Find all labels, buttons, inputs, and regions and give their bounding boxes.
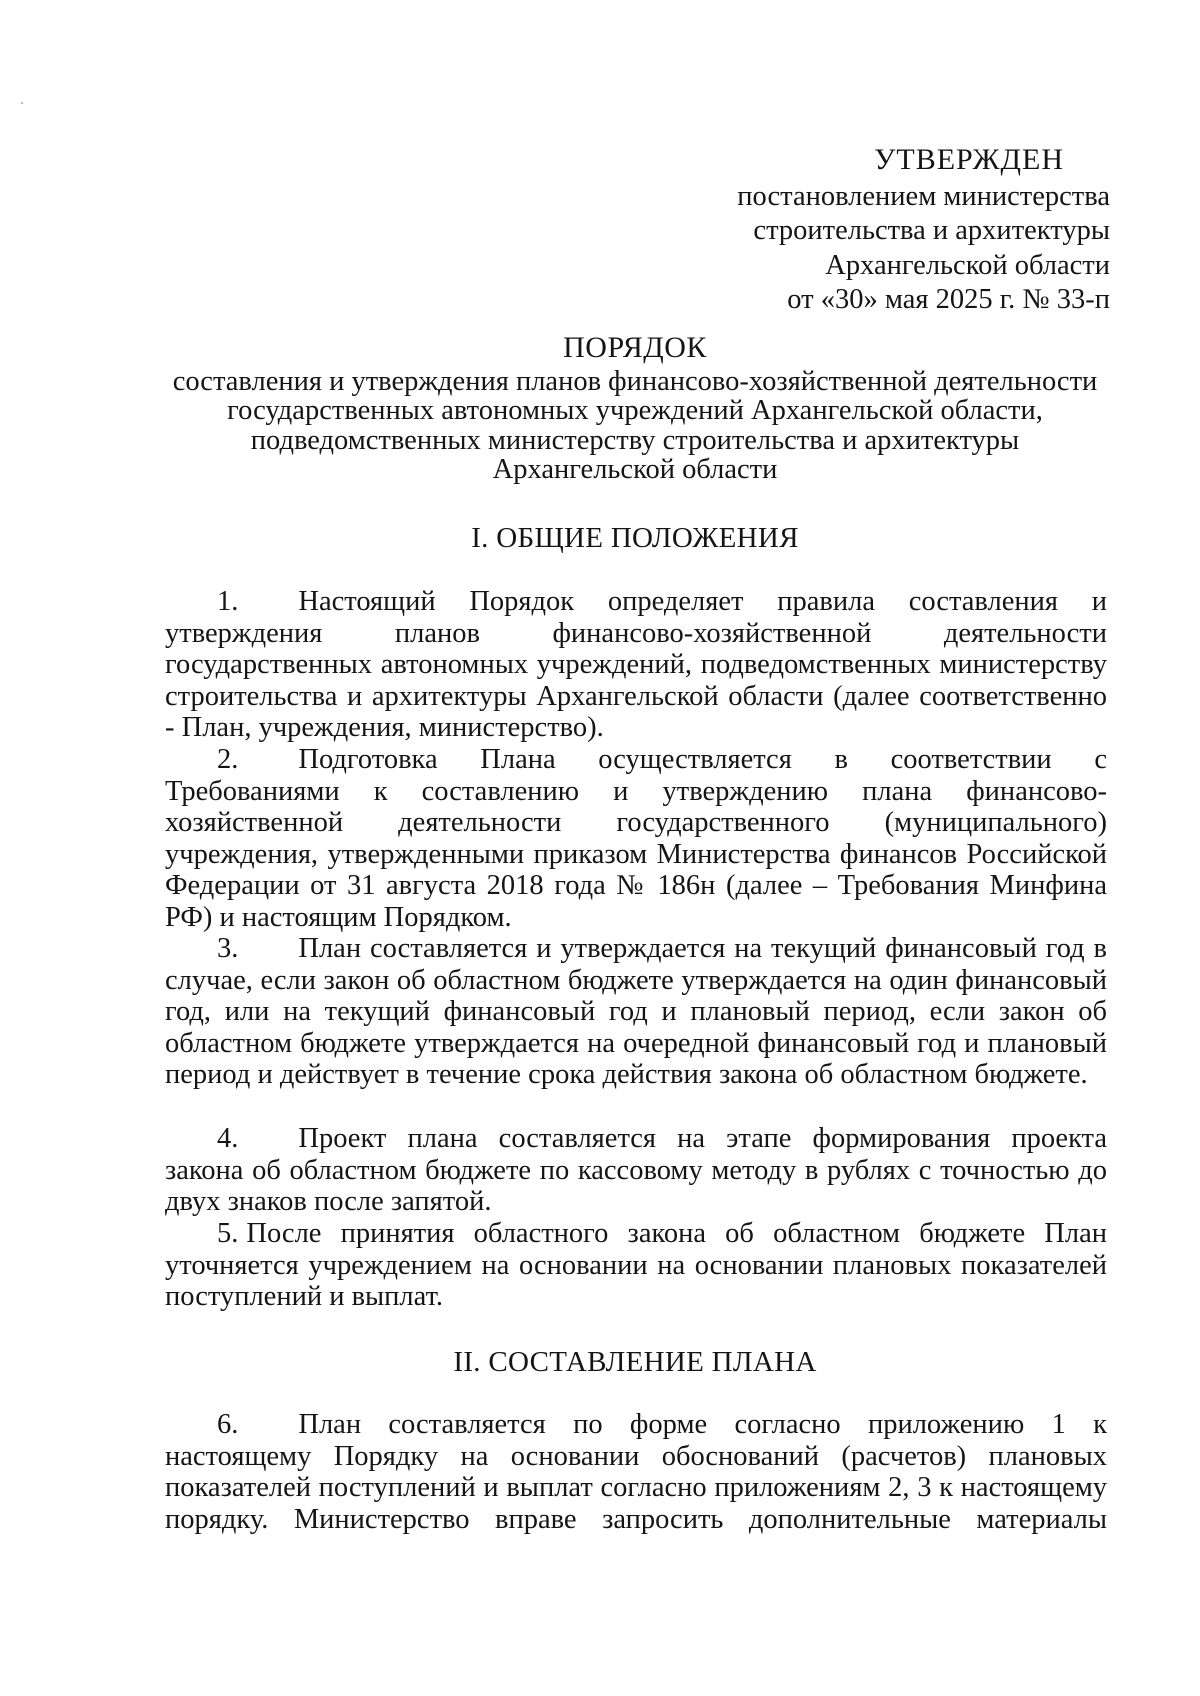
document-subtitle-line: Архангельской области: [492, 454, 778, 485]
document-subtitle-line: составления и утверждения планов финансово-хозяйственной деятельности: [172, 365, 1098, 397]
paragraph-6: [165, 1409, 1107, 1535]
paragraph-number: 6.: [217, 1409, 239, 1440]
approval-title: УТВЕРЖДЕН: [874, 143, 1064, 176]
paragraph-text: План составляется и утверждается на текущий финансовый год в случае, если закон об областном бюджете утверждается на один финансовый год, или на текущий финансовый год и плановый период, если закон об областном бюджете утверждается на очередной финансовый год и плановый период и действует в течение срока действия закона об областном бюджете.: [165, 933, 1107, 1091]
paragraph-2: [165, 744, 1107, 934]
paragraph-text: План составляется по форме согласно приложению 1 к настоящему Порядку на основании обоснований (расчетов) плановых показателей поступлений и выплат согласно приложениям 2, 3 к настоящему порядку. Министерство вправе запросить дополнительные материалы: [165, 1409, 1107, 1535]
document-subtitle-line: государственных автономных учреждений Архангельской области,: [227, 395, 1043, 426]
approval-line-3: Архангельской области: [825, 249, 1110, 281]
paragraph-number: 2.: [217, 744, 239, 775]
approval-line-2: строительства и архитектуры: [753, 215, 1110, 246]
paragraph-number: 4.: [217, 1123, 239, 1154]
paragraph-3: [165, 933, 1107, 1091]
document-title-block: [165, 333, 1105, 485]
approval-line-1: постановлением министерства: [737, 180, 1110, 212]
document-title: ПОРЯДОК: [563, 331, 707, 364]
approval-line-4: от «30» мая 2025 г. № 33-п: [787, 284, 1110, 315]
paragraph-text: После принятия областного закона об областном бюджете План уточняется учреждением на основании на основании плановых показателей поступлений и выплат.: [165, 1218, 1107, 1313]
paragraph-5: [165, 1218, 1107, 1313]
document-subtitle-line: подведомственных министерству строительства и архитектуры: [250, 424, 1020, 456]
paragraph-text: Проект плана составляется на этапе формирования проекта закона об областном бюджете по кассовому методу в рублях с точностью до двух знаков после запятой.: [165, 1123, 1107, 1218]
paragraph-4: [165, 1123, 1107, 1218]
section-heading-plan: II. СОСТАВЛЕНИЕ ПЛАНА: [453, 1346, 817, 1378]
paragraph-number: 1.: [217, 586, 239, 617]
approval-stamp-block: [737, 143, 1110, 318]
paragraph-1: [165, 586, 1107, 744]
paragraph-text: Настоящий Порядок определяет правила составления и утверждения планов финансово-хозяйственной деятельности государственных автономных учреждений, подведомственных министерству строительства и архитектуры Архангельской области (далее соответственно - План, учреждения, министерство).: [165, 586, 1107, 744]
section-heading-general: I. ОБЩИЕ ПОЛОЖЕНИЯ: [471, 522, 799, 554]
paragraph-number: 5.: [217, 1218, 239, 1249]
scan-speck: [21, 102, 23, 104]
paragraph-text: Подготовка Плана осуществляется в соответствии с Требованиями к составлению и утверждению плана финансово-хозяйственной деятельности государственного (муниципального) учреждения, утвержденными приказом Министерства финансов Российской Федерации от 31 августа 2018 года № 186н (далее – Требования Минфина РФ) и настоящим Порядком.: [165, 744, 1107, 933]
paragraph-number: 3.: [217, 933, 239, 964]
